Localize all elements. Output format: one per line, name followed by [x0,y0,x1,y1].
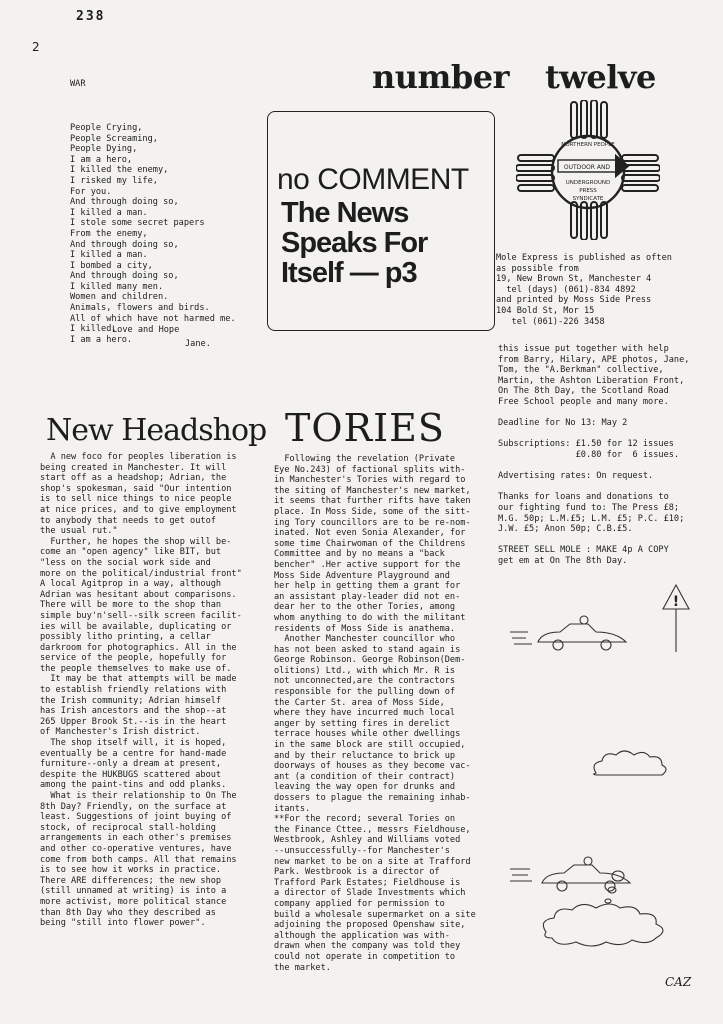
article-line: the people themselves to make use of. [40,663,232,674]
article-line: a director of Slade Investments which [274,888,466,899]
credits-line: our fighting fund to: The Press £8; [498,502,680,513]
article-line: more on the political/industrial front" [40,568,242,579]
article-line: service of the people, hopefully for [40,653,227,664]
article-line: It may be that attempts will be made [40,674,237,685]
article-line: responsible for the pulling down of [274,687,456,698]
article-line: 265 Upper Brook St.--is in the heart [40,716,227,727]
tories-article [274,454,476,973]
logo-arrow-text: OUTDOOR AND [563,164,611,171]
article-line: the siting of Manchester's new market, [274,485,471,496]
info-line: tel (days) (061)-834 4892 [496,284,636,295]
article-line: than 8th Day who they described as [40,907,216,918]
article-line: 8th Day? Friendly, on the surface at [40,801,227,812]
article-line: --unsuccessfully--for Manchester's [274,845,450,856]
article-line: among the paint-tins and odd planks. [40,780,227,791]
poem-line: I am a hero. [70,334,133,345]
article-line: although the application was with- [274,930,450,941]
poem-line: And through doing so, [70,271,179,282]
credits-column [498,344,689,566]
article-line: Adrian was hesitant about comparisons. [40,589,237,600]
no-comment-line: The News [281,197,409,229]
info-line: 19, New Brown St, Manchester 4 [496,274,652,285]
info-line: Mole Express is published as often [496,253,672,263]
article-line: could not operate in competition to [274,951,456,962]
article-line: possibly litho printing, a cellar [40,632,211,643]
article-line: olitions) Ltd., with which Mr. R is [274,665,456,676]
article-line: Park. Westbrook is a director of [274,867,440,878]
article-line: A local Agitprop in a way, although [40,579,222,590]
article-line: despite the HUKBUGS scattered about [40,769,222,780]
article-line: shop's spokesman, said "Our intention [40,483,232,494]
poem-title: WAR [70,79,86,90]
article-line: (still unnamed at writing) is into a [40,886,227,897]
article-line: the market. [274,962,331,973]
article-line: The shop itself will, it is hoped, [40,738,227,749]
article-line: simple buy'n'sell--silk screen facilit- [40,610,242,621]
masthead-number: number [372,58,509,96]
credits-line: Thanks for loans and donations to [498,492,669,503]
credits-line: Tom, the "A.Berkman" collective, [498,365,664,376]
poem-line: People Screaming, [70,133,158,144]
article-line: to anybody that needs to get outof [40,515,216,526]
article-line: drawn when the company was told they [274,941,461,952]
no-comment-title: no COMMENT [277,163,469,196]
article-line: the Carter St. area of Moss Side, [274,697,445,708]
credits-line: this issue put together with help [498,344,669,354]
no-comment-line: Itself — p3 [281,257,417,289]
article-line: new market to be on a site at Trafford [274,856,471,867]
article-line: not unconnected,are the contractors [274,676,456,687]
poem-line: I am a hero, [70,154,133,165]
article-line: it seems that further rifts have taken [274,496,471,507]
poem-line: I killed many men. [70,281,164,292]
credits-line [498,429,689,440]
article-line: company applied for permission to [274,898,445,909]
article-line: come an "open agency" like BIT, but [40,547,222,558]
article-line: There ARE differences; the new shop [40,875,222,886]
poem-line: Animals, flowers and birds. [70,303,210,314]
poem-line: From the enemy, [70,228,148,239]
article-line: least. Suggestions of joint buying of [40,812,232,823]
page-number: 238 [76,9,106,24]
article-line: Further, he hopes the shop will be- [40,536,232,547]
article-line: Westbrook, Ashley and Williams voted [274,835,461,846]
poem-line: Women and children. [70,292,169,303]
car-doodle-icon [508,612,634,654]
article-line: stock, of reciprocal stall-holding [40,822,216,833]
poem-line: I killed a man. [70,207,148,218]
poem-line: And through doing so, [70,197,179,208]
article-line: some time Chairwoman of the Childrens [274,538,466,549]
article-line: has Irish ancestors and the shop--at [40,706,227,717]
article-line: build a wholesale supermarket on a site [274,909,476,920]
article-line: where they have incurred much local [274,708,456,719]
article-line: the Irish community; Adrian himself [40,695,222,706]
article-line: Moss Side Adventure Playground and [274,570,450,581]
logo-lower-line: UNDERGROUND [565,180,611,186]
article-line: an assistant play-leader did not en- [274,591,461,602]
article-line: in the same block are still occupied, [274,740,466,751]
article-line: A new foco for peoples liberation is [40,452,237,462]
credits-line: from Barry, Hilary, APE photos, Jane, [498,354,690,365]
poem-author: Jane. [185,339,211,349]
article-line: furniture--only a dream at present, [40,759,222,770]
article-line: itants. [274,803,311,814]
warning-sign-icon [660,582,692,654]
poem-sign-off: Love and Hope [112,325,180,335]
article-line: being created in Manchester. It will [40,462,227,473]
article-line: whom anything to do with the militant [274,612,466,623]
poem-line: I bombed a city, [70,260,153,271]
margin-number: 2 [32,40,40,54]
artist-signature: CAZ [665,975,692,989]
info-line: and printed by Moss Side Press [496,295,652,306]
poem-line: All of which have not harmed me. [70,313,236,324]
article-line: is to see how it works in practice. [40,865,222,876]
credits-line [498,408,689,419]
svg-text:!: ! [672,594,680,610]
credits-line: J.W. £5; Anon 50p; C.B.£5. [498,524,633,535]
article-line: dossers to plague the remaining inhab- [274,793,471,803]
zia-sun-logo-icon [516,100,660,240]
article-line: George Robinson. George Robinson(Dem- [274,655,466,666]
article-line: come from both camps. All that remains [40,854,237,865]
info-line: tel (061)-226 3458 [496,316,605,327]
article-line: Eye No.243) of factional splits with- [274,464,466,475]
article-line: the Finance Cttee., messrs Fieldhouse, [274,824,471,835]
article-line: more activist, more political stance [40,896,227,907]
poem-lines [70,123,236,345]
article-line: Committee and by no means a "back [274,549,445,560]
article-line: "less on the social work side and [40,557,211,568]
article-line: ant (a condition of their contract) [274,771,456,782]
article-line: and by their reluctance to brick up [274,750,456,761]
publication-info [496,253,672,327]
article-line: her help in getting them a grant for [274,581,461,592]
article-line: dear her to the other Tories, among [274,602,456,613]
poem-line: People Crying, [70,122,143,133]
poem-line: For you. [70,186,112,197]
article-line: adjoining the proposed Openshaw site, [274,920,466,931]
article-line: bencher" .Her active support for the [274,559,461,570]
article-line: place. In Moss Side, some of the sitt- [274,506,471,517]
info-line: as possible from [496,263,579,274]
article-line: start off as a headshop; Adrian, the [40,473,227,484]
article-line: is to sell nice things to nice people [40,494,232,505]
poem-line: I stole some secret papers [70,218,205,229]
article-line: terrace houses while other dwellings [274,729,461,740]
article-line: the usual rut." [40,526,118,537]
article-line: inated. Not even Sonia Alexander, for [274,528,466,539]
credits-line: STREET SELL MOLE : MAKE 4p A COPY [498,545,669,556]
article-line: has not been asked to stand again is [274,644,461,655]
credits-line: M.G. 50p; L.M.£5; L.M. £5; P.C. £10; [498,513,685,524]
article-line: of Manchester's Irish district. [40,727,201,738]
article-line: to establish friendly relations with [40,685,227,696]
credits-line: £0.80 for 6 issues. [498,449,680,460]
article-line: ies will be available, duplicating or [40,621,232,632]
article-line: darkroom for photographics. All in the [40,642,237,653]
article-line: Trafford Park Estates; Fieldhouse is [274,877,461,888]
poem-line: I killed. [70,324,117,335]
poem-line: I killed the enemy, [70,165,169,176]
poem-line: I risked my life, [70,175,158,186]
tories-headline: TORIES [285,406,445,450]
article-line: arrangements in each other's premises [40,833,232,844]
credits-line [498,482,689,493]
article-line: and other co-operative ventures, have [40,843,232,854]
article-line: eventually be a centre for hand-made [40,748,227,759]
credits-line: get em at On The 8th Day. [498,555,628,566]
article-line: Another Manchester councillor who [274,634,456,645]
poem [70,58,236,356]
article-line: Following the revelation (Private [274,454,456,464]
credits-line [498,535,689,546]
credits-line: Deadline for No 13: May 2 [498,418,628,429]
logo-lower-line: SYNDICATE [572,196,604,202]
article-line: **For the record; several Tories on [274,814,456,825]
article-line: residents of Moss Side is anathema. [274,623,456,634]
poem-line: People Dying, [70,144,138,155]
credits-line: Advertising rates: On request. [498,471,654,482]
credits-line: On The 8th Day, the Scotland Road [498,386,669,397]
article-line: ing Tory councillors are to be re-nom- [274,517,471,528]
logo-lower-line: PRESS [579,188,597,194]
poem-line: And through doing so, [70,239,179,250]
no-comment-subtitle [281,198,427,288]
credits-line: Free School people and many more. [498,396,669,407]
article-line: in Manchester's Tories with regard to [274,475,466,486]
credits-line: Martin, the Ashton Liberation Front, [498,375,685,386]
cloud-doodle-icon [540,868,675,952]
cloud-doodle-icon [588,745,708,785]
headshop-article [40,452,242,929]
logo-top-text: NORTHERN PEOPLE [561,142,615,148]
poem-line: I killed a man. [70,250,148,261]
article-line: at nice prices, and to give employment [40,504,237,515]
masthead-twelve: twelve [545,58,656,96]
headshop-headline: New Headshop [46,413,267,448]
article-line: being "still into flower power". [40,918,206,929]
article-line: What is their relationship to On The [40,791,237,801]
no-comment-line: Speaks For [281,227,428,259]
credits-line [498,461,689,472]
article-line: doorways of houses as they become vac- [274,761,471,772]
article-line: anger by setting fires in derelict [274,718,450,729]
info-line: 104 Bold St, Mor 15 [496,305,595,316]
article-line: leaving the way open for drunks and [274,782,456,793]
article-line: There will be more to the shop than [40,600,222,611]
credits-line: Subscriptions: £1.50 for 12 issues [498,439,674,450]
